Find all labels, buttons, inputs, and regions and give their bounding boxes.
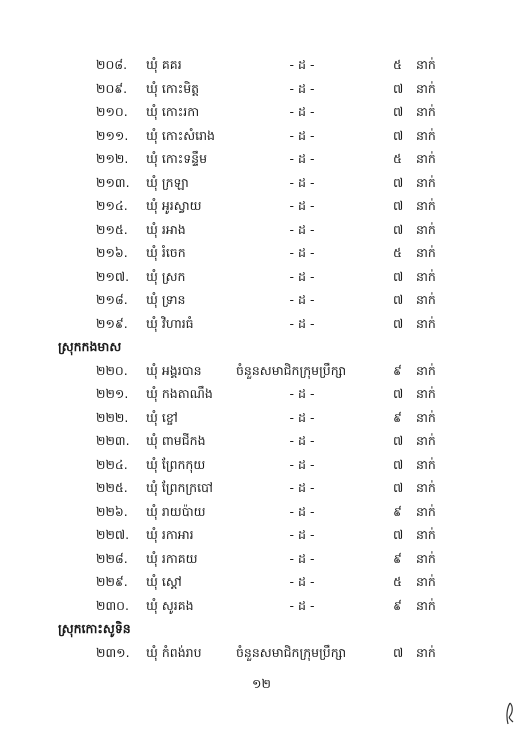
commune-row [0, 312, 523, 336]
commune-name: ឃុំ កោះរកា [146, 104, 200, 119]
row-number: ២២៧. [96, 527, 130, 542]
member-count: ៧ [393, 456, 404, 472]
council-label: - ដ - [289, 574, 315, 589]
commune-name: ឃុំ ព្រែកក្របៅ [146, 480, 213, 495]
commune-row [0, 594, 523, 618]
commune-row [0, 194, 523, 218]
commune-row [0, 265, 523, 289]
member-count: ៧ [393, 268, 404, 284]
member-count: ៥ [393, 245, 402, 260]
commune-row [0, 77, 523, 101]
commune-name: ឃុំ អូរស្វាយ [146, 198, 202, 213]
district-heading [0, 335, 523, 359]
count-unit: នាក់ [416, 597, 436, 613]
row-number: ២៣១. [96, 644, 130, 660]
row-number: ២២៦. [96, 503, 128, 519]
row-number: ២១៦. [96, 245, 128, 260]
council-label: - ដ - [289, 245, 315, 260]
member-count: ៥ [393, 57, 402, 72]
commune-name: ឃុំ កោះសំរោង [146, 127, 215, 143]
row-number: ២០៩. [96, 80, 128, 96]
council-label: - ដ - [289, 151, 315, 166]
council-label: - ដ - [289, 57, 315, 72]
row-number: ២២៥. [96, 480, 128, 495]
row-number: ២៣០. [96, 597, 129, 613]
row-number: ២២៤. [96, 456, 128, 472]
commune-name: ឃុំ គគរ [146, 57, 182, 72]
member-count: ៧ [393, 221, 404, 237]
count-unit: នាក់ [416, 221, 436, 237]
council-label: - ដ - [289, 550, 315, 566]
council-label: - ដ - [289, 174, 315, 190]
council-label: - ដ - [289, 433, 315, 448]
commune-list [0, 53, 523, 664]
commune-row [0, 147, 523, 171]
commune-row [0, 171, 523, 195]
council-label: - ដ - [289, 597, 315, 613]
row-number: ២២៩. [96, 574, 128, 589]
council-label: - ដ - [289, 198, 315, 213]
commune-name: ឃុំ កំពង់រាប [146, 644, 202, 660]
member-count: ៧ [393, 127, 404, 143]
commune-name: ឃុំ រំចេក [146, 245, 186, 260]
count-unit: នាក់ [416, 644, 436, 660]
member-count: ៩ [393, 362, 402, 378]
commune-row [0, 476, 523, 500]
council-label: ចំនួនសមាជិកក្រុមប្រឹក្សា [236, 644, 347, 660]
member-count: ៩ [393, 409, 402, 425]
commune-name: ឃុំ រកាអារ [146, 527, 194, 542]
council-label: - ដ - [289, 409, 315, 425]
commune-name: ឃុំ វិហារធំ [146, 315, 194, 331]
member-count: ៧ [393, 104, 404, 119]
member-count: ៩ [393, 550, 402, 566]
row-number: ២២២. [96, 409, 129, 425]
row-number: ២២៣. [96, 433, 130, 448]
commune-name: ឃុំ ពាមជីកង [146, 433, 206, 448]
commune-row [0, 241, 523, 265]
commune-name: ឃុំ ព្រែកកុយ [146, 456, 206, 472]
count-unit: នាក់ [416, 503, 436, 519]
commune-row [0, 359, 523, 383]
member-count: ៧ [393, 527, 404, 542]
commune-row [0, 406, 523, 430]
count-unit: នាក់ [416, 198, 436, 213]
commune-name: ឃុំ ស្ដៅ [146, 574, 182, 589]
council-label: ចំនួនសមាជិកក្រុមប្រឹក្សា [236, 362, 347, 378]
commune-row [0, 429, 523, 453]
district-name: ស្រុកកងមាស [58, 339, 122, 354]
count-unit: នាក់ [416, 527, 436, 542]
council-label: - ដ - [289, 503, 315, 519]
row-number: ២១៨. [96, 292, 128, 307]
initial-mark [505, 700, 515, 726]
commune-name: ឃុំ រកាគយ [146, 550, 198, 566]
council-label: - ដ - [289, 315, 315, 331]
district-heading [0, 617, 523, 641]
council-label: - ដ - [289, 127, 315, 143]
row-number: ២១០. [96, 104, 128, 119]
council-label: - ដ - [289, 221, 315, 237]
row-number: ២១១. [96, 127, 129, 143]
member-count: ៩ [393, 597, 402, 613]
commune-row [0, 53, 523, 77]
count-unit: នាក់ [416, 245, 436, 260]
count-unit: នាក់ [416, 550, 436, 566]
count-unit: នាក់ [416, 80, 436, 96]
commune-row [0, 218, 523, 242]
commune-name: ឃុំ កោះទន្ទឹម [146, 151, 208, 166]
member-count: ៧ [393, 433, 404, 448]
member-count: ៧ [393, 386, 404, 401]
commune-row [0, 288, 523, 312]
count-unit: នាក់ [416, 409, 436, 425]
council-label: - ដ - [289, 292, 315, 307]
count-unit: នាក់ [416, 151, 436, 166]
count-unit: នាក់ [416, 174, 436, 190]
council-label: - ដ - [289, 386, 315, 401]
council-label: - ដ - [289, 268, 315, 284]
count-unit: នាក់ [416, 104, 436, 119]
council-label: - ដ - [289, 456, 315, 472]
count-unit: នាក់ [416, 386, 436, 401]
commune-row [0, 500, 523, 524]
commune-name: ឃុំ ទ្រាន [146, 292, 186, 307]
member-count: ៥ [393, 574, 402, 589]
commune-name: ឃុំ កងតាណឹង [146, 386, 213, 401]
council-label: - ដ - [289, 80, 315, 96]
member-count: ៧ [393, 80, 404, 96]
count-unit: នាក់ [416, 574, 436, 589]
member-count: ៧ [393, 198, 404, 213]
count-unit: នាក់ [416, 456, 436, 472]
row-number: ២២០. [96, 362, 128, 378]
count-unit: នាក់ [416, 315, 436, 331]
commune-name: ឃុំ ក្រឡា [146, 174, 189, 190]
commune-name: ឃុំ ខ្ចៅ [146, 409, 178, 425]
commune-name: ឃុំ រាយប៉ាយ [146, 503, 206, 519]
row-number: ២១៥. [96, 221, 128, 237]
row-number: ២១២. [96, 151, 129, 166]
count-unit: នាក់ [416, 292, 436, 307]
commune-name: ឃុំ កោះមិត្ត [146, 80, 200, 96]
member-count: ៥ [393, 151, 402, 166]
member-count: ៧ [393, 644, 404, 660]
commune-row [0, 382, 523, 406]
row-number: ២១៧. [96, 268, 130, 284]
commune-row [0, 641, 523, 665]
district-name: ស្រុកកោះសូទិន [58, 621, 131, 636]
commune-row [0, 100, 523, 124]
member-count: ៧ [393, 315, 404, 331]
row-number: ២២១. [96, 386, 129, 401]
council-label: - ដ - [289, 104, 315, 119]
commune-row [0, 570, 523, 594]
count-unit: នាក់ [416, 268, 436, 284]
count-unit: នាក់ [416, 480, 436, 495]
member-count: ៩ [393, 503, 402, 519]
count-unit: នាក់ [416, 362, 436, 378]
row-number: ២១៩. [96, 315, 128, 331]
commune-name: ឃុំ អង្គរបាន [146, 362, 202, 378]
count-unit: នាក់ [416, 127, 436, 143]
commune-row [0, 523, 523, 547]
row-number: ២០៨. [96, 57, 128, 72]
count-unit: នាក់ [416, 433, 436, 448]
page-number: ១២ [252, 676, 271, 691]
row-number: ២១៤. [96, 198, 128, 213]
commune-name: ឃុំ ស្រក [146, 268, 186, 284]
member-count: ៧ [393, 480, 404, 495]
commune-name: ឃុំ រអាង [146, 221, 186, 237]
row-number: ២២៨. [96, 550, 128, 566]
commune-row [0, 453, 523, 477]
member-count: ៧ [393, 174, 404, 190]
council-label: - ដ - [289, 527, 315, 542]
commune-row [0, 124, 523, 148]
count-unit: នាក់ [416, 57, 436, 72]
commune-name: ឃុំ សូរគង [146, 597, 194, 613]
commune-row [0, 547, 523, 571]
row-number: ២១៣. [96, 174, 130, 190]
council-label: - ដ - [289, 480, 315, 495]
member-count: ៧ [393, 292, 404, 307]
